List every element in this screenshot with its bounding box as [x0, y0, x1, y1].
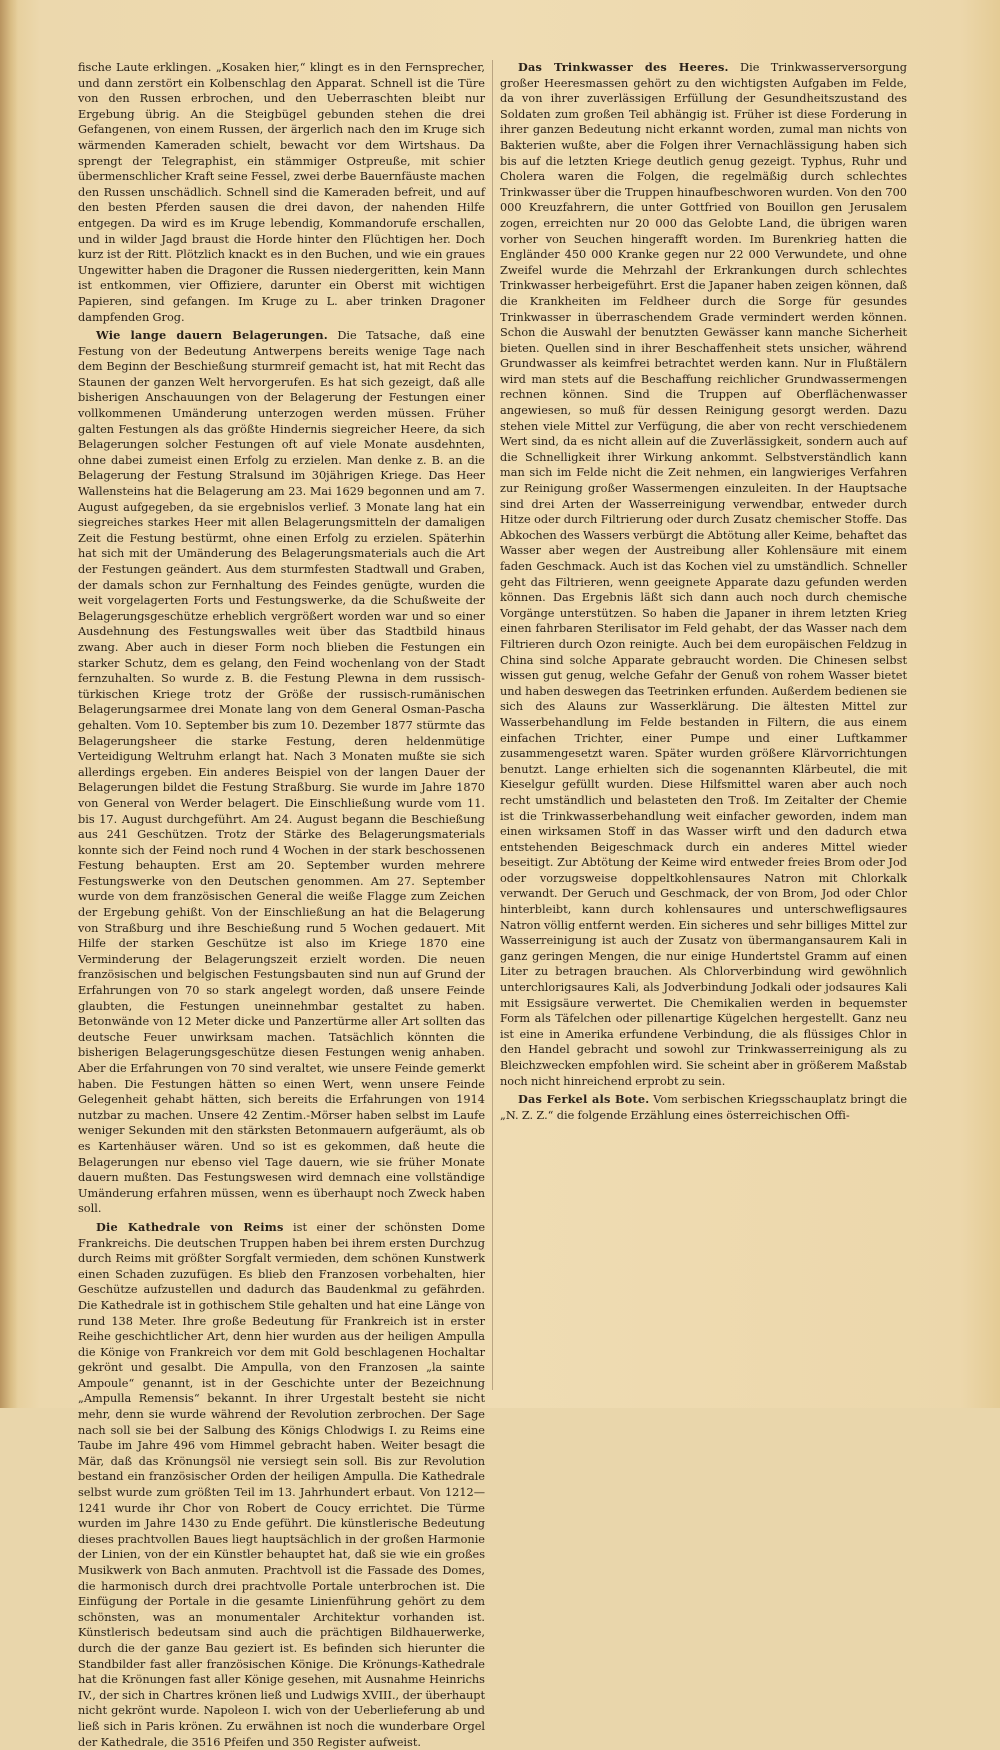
article-continuation-text: fische Laute erklingen. „Kosaken hier,“ klingt es in den Fernsprecher, und dann zerstört ein Kolbenschlag den Apparat. Schnell ist die Türe von den Russen erbrochen, und den Ueberraschten bleibt nur Ergebung übrig. An die Steigbügel gebunden stehen die drei Gefangenen, von einem Russen, der ärgerlich nach den im Kruge sich wärmenden Kameraden schielt, bewacht vor dem Wirtshaus. Da sprengt der Telegraphist, ein stämmiger Ostpreuße, mit schier übermenschlicher Kraft seine Fessel, zwei derbe Bauernfäuste machen den Russen unschädlich. Schnell sind die Kameraden befreit, und auf den besten Pferden sausen die drei davon, der nahenden Hilfe entgegen. Da wird es im Kruge lebendig, Kommandorufe erschallen, und in wilder Jagd braust die Horde hinter den Flüchtigen her. Doch kurz ist der Ritt. Plötzlich knackt es in den Buchen, und wie ein graues Ungewitter haben die Dragoner die Russen niedergeritten, kein Mann ist entkommen, vier Offiziere, darunter ein Oberst mit wichtigen Papieren, sind gefangen. Im Kruge zu L. aber trinken Dragoner dampfenden Grog. [78, 61, 485, 324]
article-belagerungen [78, 328, 485, 1217]
right-column [500, 60, 907, 1390]
column-divider [492, 60, 493, 1390]
page-fold-edge [0, 0, 18, 1408]
article-continuation-paragraph [78, 60, 485, 325]
article-heading: Die Kathedrale von Reims [96, 1219, 284, 1234]
article-text: Die Tatsache, daß eine Festung von der Bedeutung Antwerpens bereits wenige Tage nach dem Beginn der Beschießung sturmreif gemacht ist, hat mit Recht das Staunen der ganzen Welt hervorgerufen. Es hat sich gezeigt, daß alle bisherigen Anschauungen von der Belagerung der Festungen einer vollkommenen Umänderung unterzogen werden müssen. Früher galten Festungen als das größte Hindernis siegreicher Heere, da sich Belagerungen solcher Festungen oft auf viele Monate ausdehnten, ohne dabei zumeist einen Erfolg zu erzielen. Man denke z. B. an die Belagerung der Festung Stralsund im 30jährigen Kriege. Das Heer Wallensteins hat die Belagerung am 23. Mai 1629 begonnen und am 7. August aufgegeben, da sie ergebnislos verlief. 3 Monate lang hat ein siegreiches starkes Heer mit allen Belagerungsmitteln der damaligen Zeit die Festung bestürmt, ohne einen Erfolg zu erzielen. Späterhin hat sich mit der Umänderung des Belagerungsmaterials auch die Art der Festungen geändert. Aus dem sturmfesten Stadtwall und Graben, der damals schon zur Fernhaltung des Feindes genügte, wurden die weit vorgelagerten Forts und Festungswerke, da die Schußweite der Belagerungsgeschütze erheblich vergrößert worden war und so einer Ausdehnung des Festungswalles weit über das Stadtbild hinaus zwang. Aber auch in dieser Form noch blieben die Festungen ein starker Schutz, dem es gelang, den Feind wochenlang von der Stadt fernzuhalten. So wurde z. B. die Festung Plewna in dem russisch-türkischen Kriege trotz der Größe der russisch-rumänischen Belagerungsarmee drei Monate lang von dem General Osman-Pascha gehalten. Vom 10. September bis zum 10. Dezember 1877 stürmte das Belagerungsheer die starke Festung, deren heldenmütige Verteidigung Weltruhm erlangt hat. Nach 3 Monaten mußte sie sich allerdings ergeben. Ein anderes Beispiel von der langen Dauer der Belagerungen bildet die Festung Straßburg. Sie wurde im Jahre 1870 von General von Werder belagert. Die Einschließung wurde vom 11. bis 17. August durchgeführt. Am 24. August begann die Beschießung aus 241 Geschützen. Trotz der Stärke des Belagerungsmaterials konnte sich der Feind noch rund 4 Wochen in der stark beschossenen Festung behaupten. Erst am 20. September wurden mehrere Festungswerke von den Deutschen genommen. Am 27. September wurde von dem französischen General die weiße Flagge zum Zeichen der Ergebung gehißt. Von der Einschließung an hat die Belagerung von Straßburg und ihre Beschießung rund 5 Wochen gedauert. Mit Hilfe der starken Geschütze ist also im Kriege 1870 eine Verminderung der Belagerungszeit erzielt worden. Die neuen französischen und belgischen Festungsbauten sind nun auf Grund der Erfahrungen von 70 so stark angelegt worden, daß unsere Feinde glaubten, die Festungen uneinnehmbar gestaltet zu haben. Betonwände von 12 Meter dicke und Panzertürme aller Art sollten das deutsche Feuer unwirksam machen. Tatsächlich könnten die bisherigen Belagerungsgeschütze diesen Festungen wenig anhaben. Aber die Erfahrungen von 70 sind veraltet, wie unsere Feinde gemerkt haben. Die Festungen hätten so einen Wert, wenn unsere Feinde Gelegenheit gehabt hätten, sich bereits die Erfahrungen von 1914 nutzbar zu machen. Unsere 42 Zentim.-Mörser haben selbst im Laufe weniger Sekunden mit den stärksten Betonmauern aufgeräumt, als ob es Kartenhäuser wären. Und so ist es gekommen, daß heute die Belagerungen nur ebenso viel Tage dauern, wie sie früher Monate dauern mußten. Das Festungswesen wird demnach eine vollständige Umänderung erfahren müssen, wenn es überhaupt noch Zweck haben soll. [78, 329, 485, 1216]
article-kathedrale-reims [78, 1220, 485, 1750]
article-heading: Das Ferkel als Bote. [518, 1092, 650, 1107]
article-text: Die Trinkwasserversorgung großer Heeresmassen gehört zu den wichtigsten Aufgaben im Felde, da von ihrer zuverlässigen Erfüllung der Gesundheitszustand des Soldaten zum großen Teil abhängig ist. Früher ist diese Forderung in ihrer ganzen Bedeutung nicht erkannt worden, zumal man nichts von Bakterien wußte, aber die Folgen ihrer Vernachlässigung haben sich bis auf die letzten Kriege deutlich genug gezeigt. Typhus, Ruhr und Cholera waren die Folgen, die regelmäßig durch schlechtes Trinkwasser über die Truppen hinaufbeschworen wurden. Von den 700 000 Kreuzfahrern, die unter Gottfried von Bouillon gen Jerusalem zogen, erreichten nur 20 000 das Gelobte Land, die übrigen waren vorher von Seuchen hingerafft worden. Im Burenkrieg hatten die Engländer 450 000 Kranke gegen nur 22 000 Verwundete, und ohne Zweifel wurde die Mehrzahl der Erkrankungen durch schlechtes Trinkwasser herbeigeführt. Erst die Japaner haben zeigen können, daß die Krankheiten im Feldheer durch die Sorge für gesundes Trinkwasser in überraschendem Grade vermindert werden können. Schon die Auswahl der benutzten Gewässer kann manche Sicherheit bieten. Quellen sind in ihrer Beschaffenheit stets unsicher, während Grundwasser als keimfrei betrachtet werden kann. Nur in Flußtälern wird man stets auf die Beschaffung reichlicher Grundwassermengen rechnen können. Sind die Truppen auf Oberflächenwasser angewiesen, so muß für dessen Reinigung gesorgt werden. Dazu stehen viele Mittel zur Verfügung, die aber von recht verschiedenem Wert sind, da es nicht allein auf die Zuverlässigkeit, sondern auch auf die Schnelligkeit ihrer Wirkung ankommt. Selbstverständlich kann man sich im Felde nicht die Zeit nehmen, ein langwieriges Verfahren zur Reinigung großer Wassermengen einzuleiten. In der Hauptsache sind drei Arten der Wasserreinigung verwendbar, entweder durch Hitze oder durch Filtrierung oder durch Zusatz chemischer Stoffe. Das Abkochen des Wassers verbürgt die Abtötung aller Keime, behaftet das Wasser aber wegen der Austreibung aller Kohlensäure mit einem faden Geschmack. Auch ist das Kochen viel zu umständlich. Schneller geht das Filtrieren, wenn geeignete Apparate dazu gefunden werden können. Das Ergebnis läßt sich dann auch noch durch chemische Vorgänge unterstützen. So haben die Japaner in ihrem letzten Krieg einen fahrbaren Sterilisator im Feld gehabt, der das Wasser nach dem Filtrieren durch Ozon reinigte. Auch bei dem europäischen Feldzug in China sind solche Apparate gebraucht worden. Die Chinesen selbst wissen gut genug, welche Gefahr der Genuß von rohem Wasser bietet und haben deswegen das Teetrinken erfunden. Außerdem bedienen sie sich des Alauns zur Wasserklärung. Die ältesten Mittel zur Wasserbehandlung im Felde bestanden in Filtern, die aus einem einfachen Trichter, einer Pumpe und einer Luftkammer zusammengesetzt waren. Später wurden größere Klärvorrichtungen benutzt. Lange erhielten sich die sogenannten Klärbeutel, die mit Kieselgur gefüllt wurden. Diese Hilfsmittel waren aber auch noch recht umständlich und belasteten den Troß. Im Zeitalter der Chemie ist die Trinkwasserbehandlung weit einfacher geworden, indem man einen wirksamen Stoff in das Wasser wirft und den dadurch etwa entstehenden Beigeschmack durch ein anderes Mittel wieder beseitigt. Zur Abtötung der Keime wird entweder freies Brom oder Jod oder vorzugsweise doppeltkohlensaures Natron mit Chlorkalk verwandt. Der Geruch und Geschmack, der von Brom, Jod oder Chlor hinterbleibt, kann durch kohlensaures und unterschwefligsaures Natron völlig entfernt werden. Ein sicheres und sehr billiges Mittel zur Wasserreinigung ist auch der Zusatz von übermangansaurem Kali in ganz geringen Mengen, die nur einige Hundertstel Gramm auf einen Liter zu betragen brauchen. Als Chlorverbindung wird gewöhnlich unterchlorigsaures Kali, als Jodverbindung Jodkali oder jodsaures Kali mit Essigsäure verwertet. Die Chemikalien werden in bequemster Form als Täfelchen oder pillenartige Kügelchen hergestellt. Ganz neu ist eine in Amerika erfundene Verbindung, die als flüssiges Chlor in den Handel gebracht und sowohl zur Trinkwasserreinigung als zu Bleichzwecken empfohlen wird. Sie scheint aber in größerem Maßstab noch nicht hinreichend erprobt zu sein. [500, 61, 907, 1088]
article-heading: Wie lange dauern Belagerungen. [96, 328, 328, 343]
article-ferkel-bote [500, 1092, 907, 1123]
article-trinkwasser [500, 60, 907, 1089]
article-text: Vom serbischen Kriegsschauplatz bringt die „N. Z. Z.“ die folgende Erzählung eines österreichischen Offi- [500, 1093, 907, 1122]
left-column [78, 60, 486, 1749]
article-heading: Das Trinkwasser des Heeres. [518, 60, 729, 74]
article-text: ist einer der schönsten Dome Frankreichs. Die deutschen Truppen haben bei ihrem ersten Durchzug durch Reims mit größter Sorgfalt vermieden, dem schönen Kunstwerk einen Schaden zuzufügen. Es blieb den Franzosen vorbehalten, hier Geschütze aufzustellen und dadurch das Baudenkmal zu gefährden. Die Kathedrale ist in gothischem Stile gehalten und hat eine Länge von rund 138 Meter. Ihre große Bedeutung für Frankreich ist in erster Reihe geschichtlicher Art, denn hier wurden aus der heiligen Ampulla die Könige von Frankreich vor dem mit Gold beschlagenen Hochaltar gekrönt und gesalbt. Die Ampulla, von den Franzosen „la sainte Ampoule“ genannt, ist in der Geschichte unter der Bezeichnung „Ampulla Remensis“ bekannt. In ihrer Urgestalt besteht sie nicht mehr, denn sie wurde während der Revolution zerbrochen. Der Sage nach soll sie bei der Salbung des Königs Chlodwigs I. zu Reims eine Taube im Jahre 496 vom Himmel gebracht haben. Weiter besagt die Mär, daß das Krönungsöl nie versiegt sein soll. Bis zur Revolution bestand ein französischer Orden der heiligen Ampulla. Die Kathedrale selbst wurde zum größten Teil im 13. Jahrhundert erbaut. Von 1212—1241 wurde ihr Chor von Robert de Coucy errichtet. Die Türme wurden im Jahre 1430 zu Ende geführt. Die künstlerische Bedeutung dieses prachtvollen Baues liegt hauptsächlich in der großen Harmonie der Linien, von der ein Künstler behauptet hat, daß sie wie ein großes Musikwerk von Bach anmuten. Prachtvoll ist die Fassade des Domes, die harmonisch durch drei prachtvolle Portale unterbrochen ist. Die Einfügung der Portale in die gesamte Linienführung gehört zu dem schönsten, was an monumentaler Architektur vorhanden ist. Künstlerisch bedeutsam sind auch die prächtigen Bildhauerwerke, durch die der ganze Bau geziert ist. Es befinden sich hierunter die Standbilder fast aller französischen Könige. Die Krönungs-Kathedrale hat die Krönungen fast aller Könige gesehen, mit Ausnahme Heinrichs IV., der sich in Chartres krönen ließ und Ludwigs XVIII., der überhaupt nicht gekrönt wurde. Napoleon I. wich von der Ueberlieferung ab und ließ sich in Paris krönen. Zu erwähnen ist noch die wunderbare Orgel der Kathedrale, die 3516 Pfeifen und 350 Register aufweist. [78, 1220, 486, 1749]
